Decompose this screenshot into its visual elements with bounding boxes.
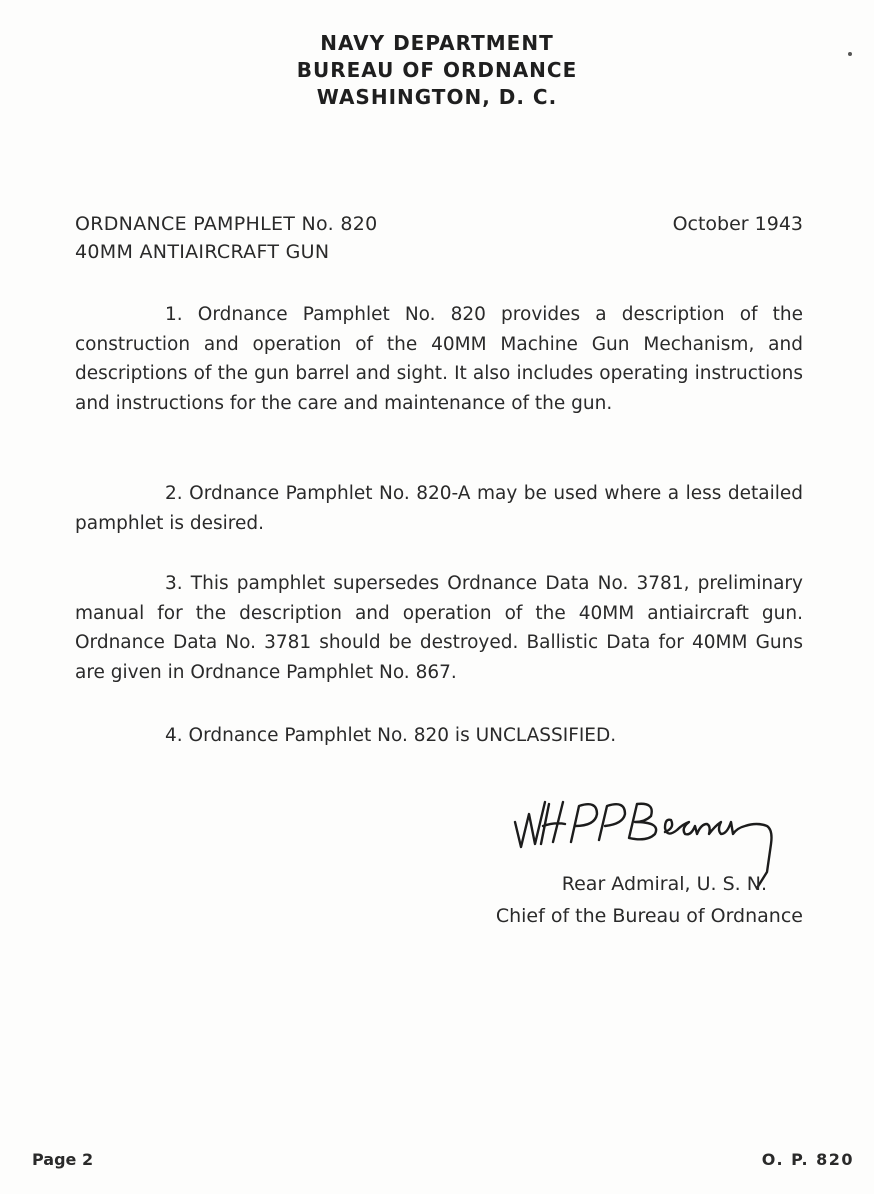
letterhead bbox=[0, 30, 874, 111]
paragraph-3 bbox=[75, 569, 803, 687]
paragraph-2 bbox=[75, 479, 803, 538]
letterhead-location: WASHINGTON, D. C. bbox=[316, 85, 558, 109]
paragraph-4 bbox=[75, 721, 803, 751]
page-number: Page 2 bbox=[32, 1150, 94, 1169]
letterhead-department: NAVY DEPARTMENT bbox=[320, 31, 554, 55]
pamphlet-subject: 40MM ANTIAIRCRAFT GUN bbox=[75, 241, 330, 263]
paragraph-1-text: 1. Ordnance Pamphlet No. 820 provides a description of the construction and operation of the 40MM Machine Gun Mechanism, and descriptions of the gun barrel and sight. It also includes operating instructions and instructions for the care and maintenance of the gun. bbox=[75, 304, 803, 414]
paper-speck bbox=[848, 52, 852, 56]
paragraph-3-text: 3. This pamphlet supersedes Ordnance Data No. 3781, preliminary manual for the description and operation of the 40MM antiaircraft gun. Ordnance Data No. 3781 should be destroyed. Ballistic Data for 40MM Guns are given in Ordnance Pamphlet No. 867. bbox=[75, 573, 803, 683]
paragraph-1 bbox=[75, 300, 803, 418]
paragraph-4-text: 4. Ordnance Pamphlet No. 820 is UNCLASSIFIED. bbox=[165, 725, 617, 746]
letterhead-bureau: BUREAU OF ORDNANCE bbox=[296, 58, 578, 82]
pamphlet-heading bbox=[75, 210, 377, 266]
document-id: O. P. 820 bbox=[761, 1150, 854, 1169]
signatory-rank: Rear Admiral, U. S. N. bbox=[561, 873, 767, 895]
pamphlet-date: October 1943 bbox=[672, 213, 803, 235]
signatory-position: Chief of the Bureau of Ordnance bbox=[495, 905, 803, 927]
pamphlet-number: ORDNANCE PAMPHLET No. 820 bbox=[75, 213, 378, 235]
paragraph-2-text: 2. Ordnance Pamphlet No. 820-A may be used where a less detailed pamphlet is desired. bbox=[75, 483, 803, 534]
